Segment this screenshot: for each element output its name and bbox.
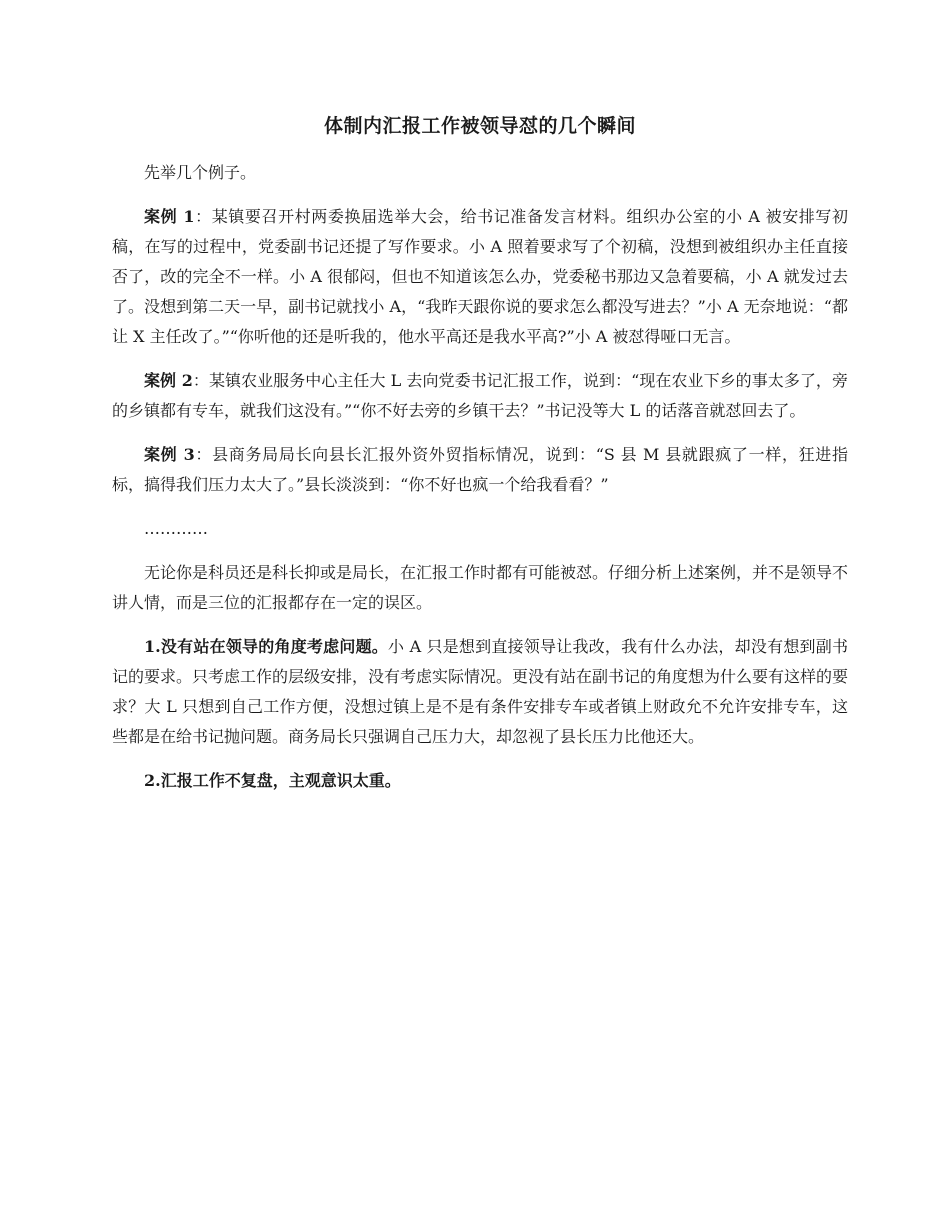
- case-2-paragraph: [112, 366, 848, 426]
- case-1-paragraph: [112, 202, 848, 352]
- case-3-paragraph: [112, 440, 848, 500]
- document-title: 体制内汇报工作被领导怼的几个瞬间: [323, 115, 636, 137]
- intro-paragraph: 先举几个例子。: [144, 163, 257, 182]
- case-1-label: 案例 1: [144, 207, 195, 226]
- analysis-paragraph: 无论你是科员还是科长抑或是局长，在汇报工作时都有可能被怼。仔细分析上述案例，并不是领导不讲人情，而是三位的汇报都存在一定的误区。: [112, 563, 849, 612]
- point-1-text: 小 A 只是想到直接领导让我改，我有什么办法，却没有想到副书记的要求。只考虑工作的层级安排，没有考虑实际情况。更没有站在副书记的角度想为什么要有这样的要求？大 L 只想到自己工作方便，没想过镇上是不是有条件安排专车或者镇上财政允不允许安排专车，这些都是在给书记抛问题。商务局长只强调自己压力大，却忽视了县长压力比他还大。: [112, 637, 849, 746]
- case-2-label: 案例 2: [144, 371, 193, 390]
- case-3-label: 案例 3: [144, 445, 195, 464]
- ellipsis-paragraph: …………: [144, 519, 208, 538]
- point-2-paragraph: [112, 766, 848, 796]
- point-2-heading: 2.汇报工作不复盘，主观意识太重。: [144, 771, 401, 790]
- point-1-heading: 1.没有站在领导的角度考虑问题。: [144, 637, 389, 656]
- case-2-text: ：某镇农业服务中心主任大 L 去向党委书记汇报工作，说到：“现在农业下乡的事太多了，旁的乡镇都有专车，就我们这没有。”“你不好去旁的乡镇干去？”书记没等大 L 的话落音就怼回去了。: [112, 371, 848, 420]
- point-1-paragraph: [112, 632, 848, 752]
- document-page: [112, 112, 848, 810]
- case-1-text: ：某镇要召开村两委换届选举大会，给书记准备发言材料。组织办公室的小 A 被安排写初稿，在写的过程中，党委副书记还提了写作要求。小 A 照着要求写了个初稿，没想到被组织办主任直接否了，改的完全不一样。小 A 很郁闷，但也不知道该怎么办，党委秘书那边又急着要稿，小 A 就发过去了。没想到第二天一早，副书记就找小 A，“我昨天跟你说的要求怎么都没写进去？”小 A 无奈地说：“都让 X 主任改了。”“你听他的还是听我的，他水平高还是我水平高?”小 A 被怼得哑口无言。: [112, 207, 848, 346]
- case-3-text: ：县商务局局长向县长汇报外资外贸指标情况，说到：“S 县 M 县就跟疯了一样，狂进指标，搞得我们压力太大了。”县长淡淡到：“你不好也疯一个给我看看？”: [112, 445, 848, 494]
